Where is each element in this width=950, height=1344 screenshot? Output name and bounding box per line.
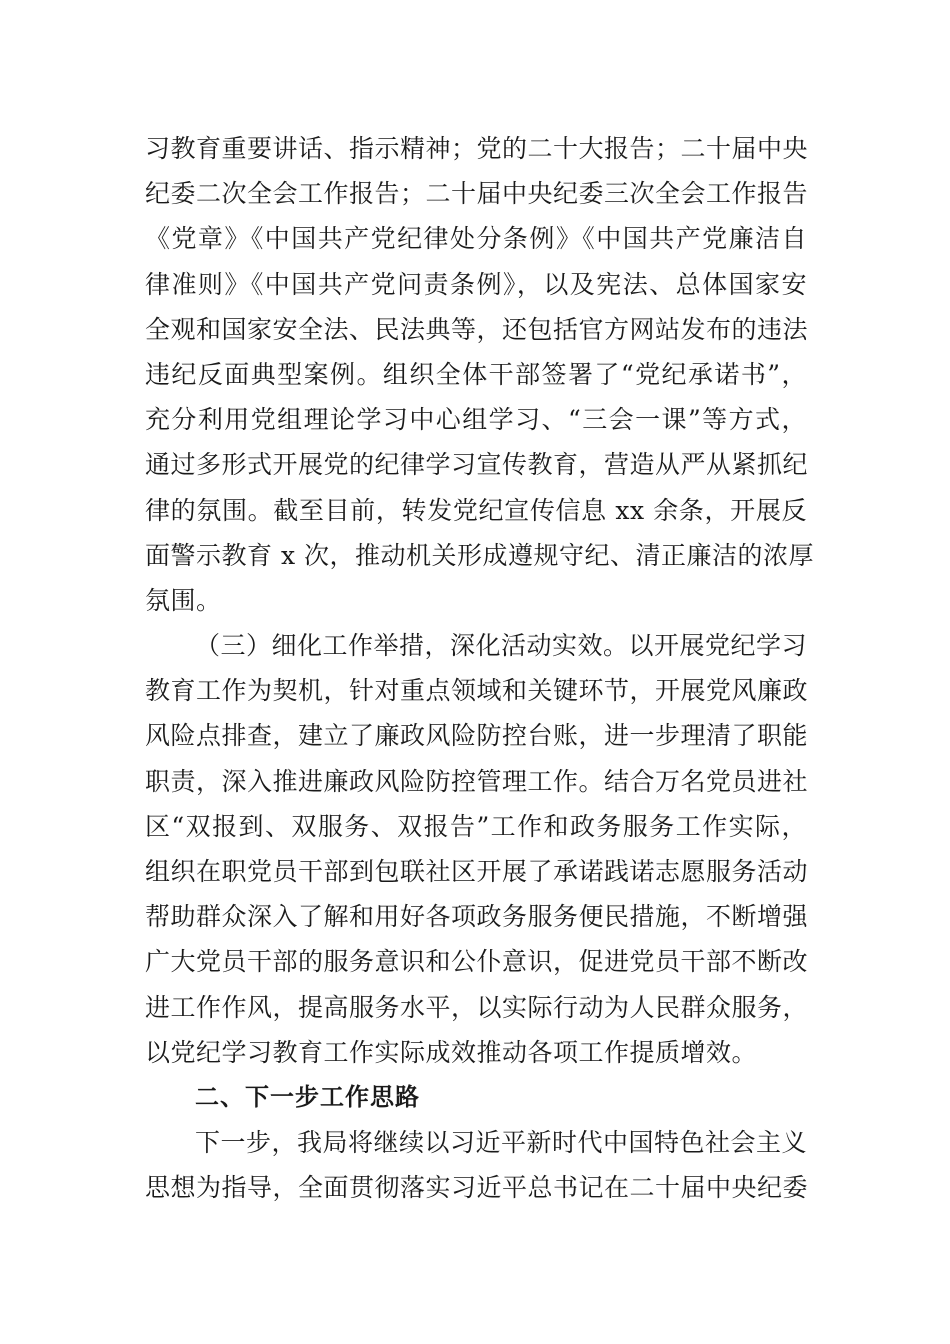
text-line: 以党纪学习教育工作实际成效推动各项工作提质增效。 [145,1037,758,1067]
text-line: 区“双报到、双服务、双报告”工作和政务服务工作实际， [145,811,807,841]
text-line: 风险点排查，建立了廉政风险防控台账，进一步理清了职能 [145,721,809,751]
text-line: 通过多形式开展党的纪律学习宣传教育，营造从严从紧抓纪 [145,450,809,480]
text-line: 帮助群众深入了解和用好各项政务服务便民措施，不断增强 [145,902,809,932]
text-line: 职责，深入推进廉政风险防控管理工作。结合万名党员进社 [145,766,809,796]
text-line: 组织在职党员干部到包联社区开展了承诺践诺志愿服务活动 [145,857,809,886]
document-body [145,126,814,1211]
section-heading: 二、下一步工作思路 [195,1082,420,1111]
text-line: 《党章》《中国共产党纪律处分条例》《中国共产党廉洁自 [145,224,807,254]
text-line: 违纪反面典型案例。组织全体干部签署了“党纪承诺书”， [145,359,807,389]
text-line: 进工作作风，提高服务水平，以实际行动为人民群众服务， [145,992,809,1022]
text-line: 思想为指导，全面贯彻落实习近平总书记在二十届中央纪委 [145,1173,809,1203]
text-line: 教育工作为契机，针对重点领域和关键环节，开展党风廉政 [145,676,809,706]
text-line: 律准则》《中国共产党问责条例》，以及宪法、总体国家安 [145,269,807,299]
text-line: 氛围。 [145,585,222,615]
text-line: 习教育重要讲话、指示精神；党的二十大报告；二十届中央 [145,134,809,163]
text-line: 广大党员干部的服务意识和公仆意识，促进党员干部不断改 [145,947,809,977]
section-three-first-line: （三）细化工作举措，深化活动实效。以开展党纪学习 [195,631,808,661]
text-line: 面警示教育 x 次，推动机关形成遵规守纪、清正廉洁的浓厚 [145,540,814,570]
text-line: 纪委二次全会工作报告；二十届中央纪委三次全会工作报告 [145,179,809,209]
text-line: 全观和国家安全法、民法典等，还包括官方网站发布的违法 [145,314,809,344]
text-line: 充分利用党组理论学习中心组学习、“三会一课”等方式， [145,405,807,435]
text-line: 律的氛围。截至目前，转发党纪宣传信息 xx 余条，开展反 [145,495,807,525]
text-line: 下一步，我局将继续以习近平新时代中国特色社会主义 [195,1128,808,1158]
